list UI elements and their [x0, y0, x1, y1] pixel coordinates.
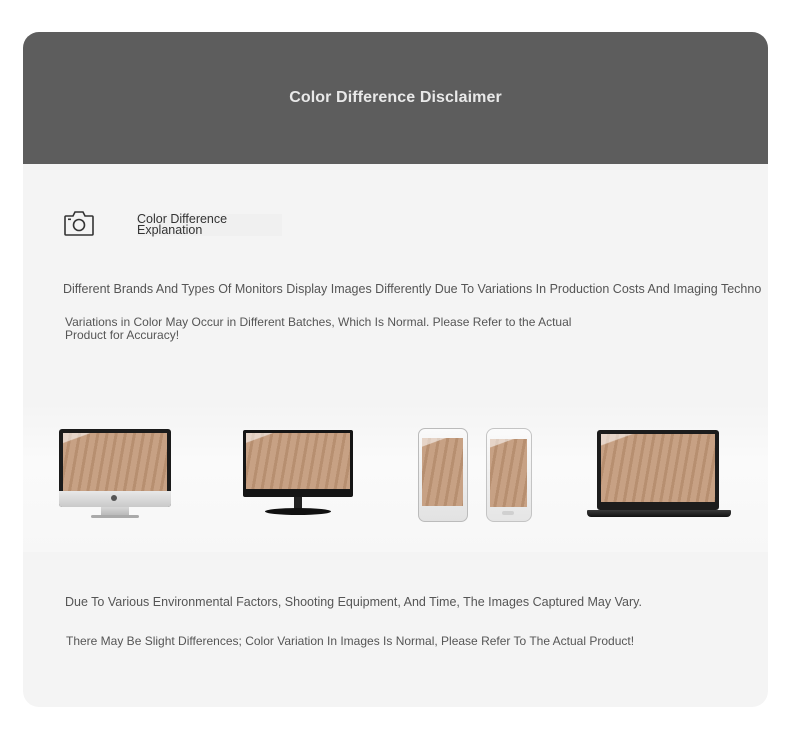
explanation-label-line2: Explanation: [137, 223, 203, 237]
variation-disclaimer-text: There May Be Slight Differences; Color Variation In Images Is Normal, Please Refer To The Actual Product!: [66, 634, 635, 648]
header-banner: [23, 32, 768, 164]
monitor-image: [243, 430, 355, 522]
environment-disclaimer-text: Due To Various Environmental Factors, Shooting Equipment, And Time, The Images Captured May Vary.: [65, 595, 642, 609]
disclaimer-card: [23, 32, 768, 707]
laptop-image: [587, 430, 733, 524]
phones-image: [418, 428, 538, 528]
explanation-label: [137, 214, 282, 236]
batch-disclaimer-text: Variations in Color May Occur in Different Batches, Which Is Normal. Please Refer to the Actual Product for Accuracy!: [65, 315, 572, 342]
explanation-label-line1: Color Difference: [137, 212, 228, 226]
imac-image: [59, 429, 175, 521]
monitor-disclaimer-text: Different Brands And Types Of Monitors Display Images Differently Due To Variations In Production Costs And Imaging Techno: [63, 282, 762, 296]
explanation-row: [63, 208, 95, 238]
page-title: Color Difference Disclaimer: [289, 89, 502, 106]
camera-icon: [63, 209, 95, 237]
device-showcase: [23, 402, 768, 552]
